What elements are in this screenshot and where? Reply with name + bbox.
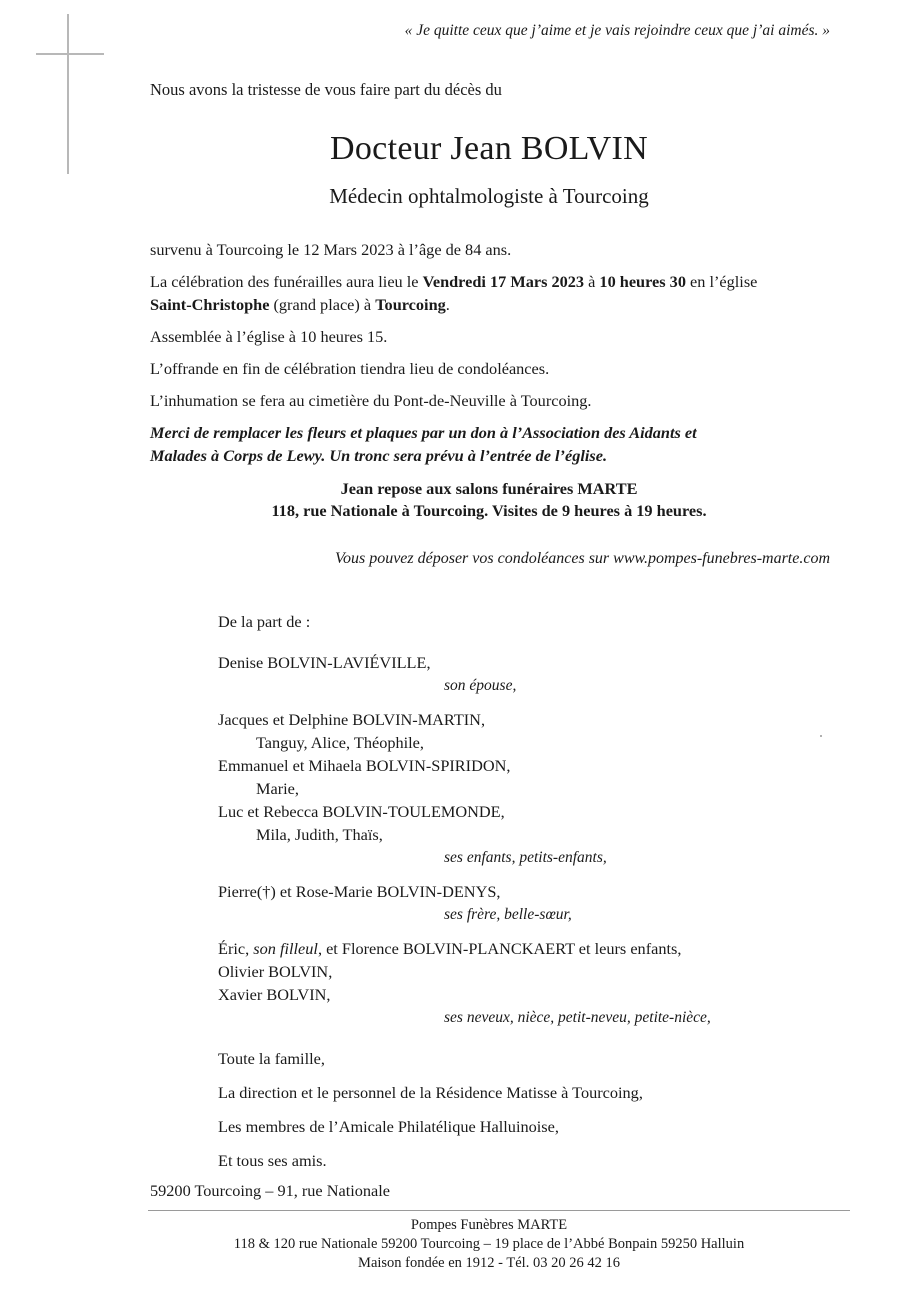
family-header: De la part de : — [218, 612, 311, 631]
offering-line: L’offrande en fin de célébration tiendra lieu de condoléances. — [150, 359, 550, 378]
donation-line-2: Malades à Corps de Lewy. Un tronc sera prévu à l’entrée de l’église. — [150, 446, 608, 465]
family-child: Emmanuel et Mihaela BOLVIN-SPIRIDON, — [218, 756, 511, 775]
relation-label: ses frère, belle-sœur, — [444, 906, 572, 923]
family-spouse: Denise BOLVIN-LAVIÉVILLE, — [218, 653, 431, 672]
funeral-time: 10 heures 30 — [599, 272, 686, 291]
relation-label: ses enfants, petits-enfants, — [444, 849, 607, 866]
funeral-text: en l’église — [685, 272, 758, 291]
deceased-name: Docteur Jean BOLVIN — [330, 130, 648, 167]
funeral-date: Vendredi 17 Mars 2023 — [422, 272, 585, 291]
funeral-text: (grand place) à — [269, 295, 376, 314]
funeral-home-contact: Maison fondée en 1912 - Tél. 03 20 26 42 16 — [358, 1255, 620, 1271]
viewing-line-1: Jean repose aux salons funéraires MARTE — [340, 479, 638, 498]
death-date-line: survenu à Tourcoing le 12 Mars 2023 à l’âge de 84 ans. — [150, 240, 512, 259]
family-child: Luc et Rebecca BOLVIN-TOULEMONDE, — [218, 802, 505, 821]
announcement-body — [150, 238, 845, 467]
nephew-rest: , et Florence BOLVIN-PLANCKAERT et leurs enfants, — [317, 939, 682, 958]
burial-line: L’inhumation se fera au cimetière du Pont-de-Neuville à Tourcoing. — [150, 391, 592, 410]
family-nephew: Olivier BOLVIN, — [218, 962, 333, 981]
assembly-line: Assemblée à l’église à 10 heures 15. — [150, 327, 388, 346]
family-residence: La direction et le personnel de la Résidence Matisse à Tourcoing, — [218, 1083, 643, 1102]
family-grandchildren: Marie, — [256, 779, 299, 798]
viewing-info — [0, 478, 900, 522]
family-child: Jacques et Delphine BOLVIN-MARTIN, — [218, 710, 486, 729]
funeral-home-name: Pompes Funèbres MARTE — [410, 1217, 568, 1233]
family-all: Toute la famille, — [218, 1049, 325, 1068]
family-list — [218, 610, 711, 1172]
donation-line-1: Merci de remplacer les fleurs et plaques par un don à l’Association des Aidants et — [150, 423, 697, 442]
viewing-line-2: 118, rue Nationale à Tourcoing. Visites de 9 heures à 19 heures. — [271, 501, 707, 520]
family-grandchildren: Tanguy, Alice, Théophile, — [256, 733, 424, 752]
family-address: 59200 Tourcoing – 91, rue Nationale — [150, 1181, 391, 1200]
family-nephew — [218, 937, 711, 960]
family-grandchildren: Mila, Judith, Thaïs, — [256, 825, 383, 844]
godson-label: son filleul — [253, 939, 318, 958]
condolences-note: Vous pouvez déposer vos condoléances sur www.pompes-funebres-marte.com — [334, 550, 830, 567]
funeral-home-footer — [0, 1216, 900, 1273]
intro-text: Nous avons la tristesse de vous faire part du décès du — [150, 80, 502, 99]
cross-icon-horizontal — [36, 53, 104, 55]
church-name: Saint-Christophe — [150, 295, 270, 314]
funeral-text: La célébration des funérailles aura lieu le — [150, 272, 423, 291]
family-nephew: Xavier BOLVIN, — [218, 985, 331, 1004]
funeral-home-addresses: 118 & 120 rue Nationale 59200 Tourcoing – 19 place de l’Abbé Bonpain 59250 Halluin — [233, 1236, 745, 1252]
donation-request — [150, 421, 845, 467]
epigraph-quote: « Je quitte ceux que j’aime et je vais rejoindre ceux que j’ai aimés. » — [404, 22, 830, 39]
family-friends: Et tous ses amis. — [218, 1151, 327, 1170]
funeral-city: Tourcoing — [375, 295, 446, 314]
relation-label: son épouse, — [444, 677, 517, 694]
funeral-line — [150, 270, 845, 316]
nephew-name: Éric, — [218, 939, 254, 958]
funeral-text: . — [445, 295, 450, 314]
scan-speck — [820, 735, 822, 737]
deceased-profession: Médecin ophtalmologiste à Tourcoing — [329, 184, 649, 208]
relation-label: ses neveux, nièce, petit-neveu, petite-nièce, — [444, 1009, 711, 1026]
footer-divider — [148, 1210, 850, 1211]
family-sibling: Pierre(†) et Rose-Marie BOLVIN-DENYS, — [218, 882, 501, 901]
family-amicale: Les membres de l’Amicale Philatélique Halluinoise, — [218, 1117, 559, 1136]
funeral-text: à — [584, 272, 600, 291]
